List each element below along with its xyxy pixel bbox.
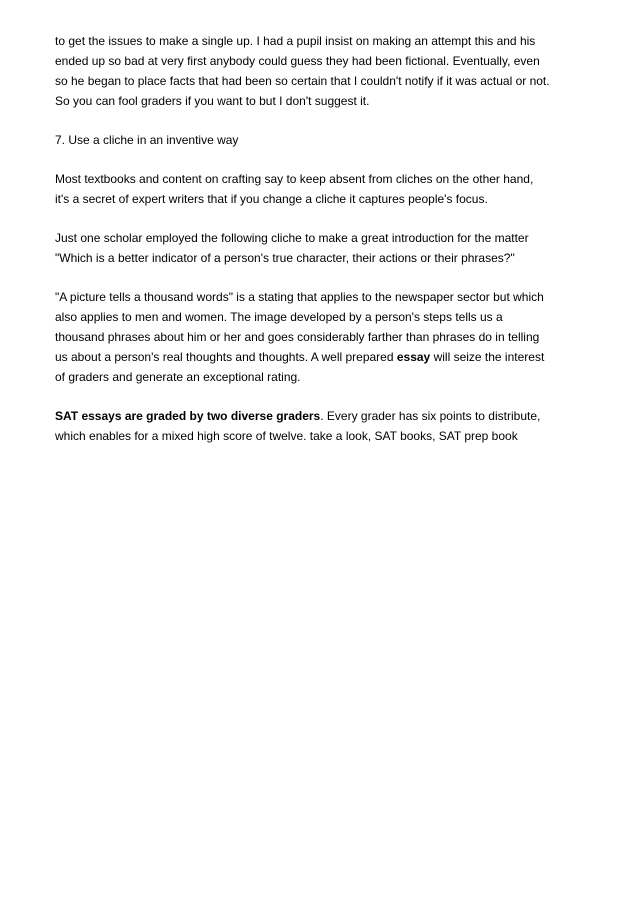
text-segment: which enables for a mixed high score of twelve. take a look, SAT books, SAT prep book xyxy=(55,429,518,443)
text-segment: So you can fool graders if you want to but I don't suggest it. xyxy=(55,94,370,108)
text-segment: ended up so bad at very first anybody could guess they had been fictional. Eventually, even xyxy=(55,54,540,68)
text-line xyxy=(55,347,595,367)
text-segment: . Every grader has six points to distribute, xyxy=(320,409,541,423)
bold-text: essay xyxy=(396,350,431,364)
text-line xyxy=(55,228,595,248)
text-line xyxy=(55,327,595,347)
text-line xyxy=(55,189,595,209)
text-line xyxy=(55,307,595,327)
bold-text: SAT essays are graded by two diverse graders xyxy=(55,409,321,423)
text-segment: of graders and generate an exceptional rating. xyxy=(55,370,301,384)
text-segment: also applies to men and women. The image developed by a person's steps tells us a xyxy=(55,310,503,324)
text-line xyxy=(55,248,595,268)
text-segment: so he began to place facts that had been so certain that I couldn't notify if it was actual or not. xyxy=(55,74,550,88)
paragraph xyxy=(55,130,595,150)
text-segment: it's a secret of expert writers that if you change a cliche it captures people's focus. xyxy=(55,192,488,206)
text-line xyxy=(55,367,595,387)
paragraph xyxy=(55,406,595,446)
text-line xyxy=(55,51,595,71)
paragraph xyxy=(55,228,595,268)
text-line xyxy=(55,130,595,150)
text-segment: us about a person's real thoughts and thoughts. A well prepared xyxy=(55,350,397,364)
text-segment: to get the issues to make a single up. I had a pupil insist on making an attempt this and his xyxy=(55,34,536,48)
text-line xyxy=(55,406,595,426)
text-segment: Most textbooks and content on crafting say to keep absent from cliches on the other hand, xyxy=(55,172,534,186)
text-line xyxy=(55,426,595,446)
text-line xyxy=(55,91,595,111)
text-line xyxy=(55,287,595,307)
paragraph xyxy=(55,169,595,209)
document-body xyxy=(55,31,595,465)
text-segment: Just one scholar employed the following cliche to make a great introduction for the matter xyxy=(55,231,529,245)
text-segment: thousand phrases about him or her and goes considerably farther than phrases do in telling xyxy=(55,330,540,344)
text-line xyxy=(55,169,595,189)
paragraph xyxy=(55,287,595,387)
text-line xyxy=(55,31,595,51)
text-segment: "Which is a better indicator of a person's true character, their actions or their phrases?" xyxy=(55,251,515,265)
text-segment: 7. Use a cliche in an inventive way xyxy=(55,133,239,147)
text-segment: will seize the interest xyxy=(430,350,545,364)
paragraph xyxy=(55,31,595,111)
text-segment: "A picture tells a thousand words" is a stating that applies to the newspaper sector but which xyxy=(55,290,544,304)
text-line xyxy=(55,71,595,91)
